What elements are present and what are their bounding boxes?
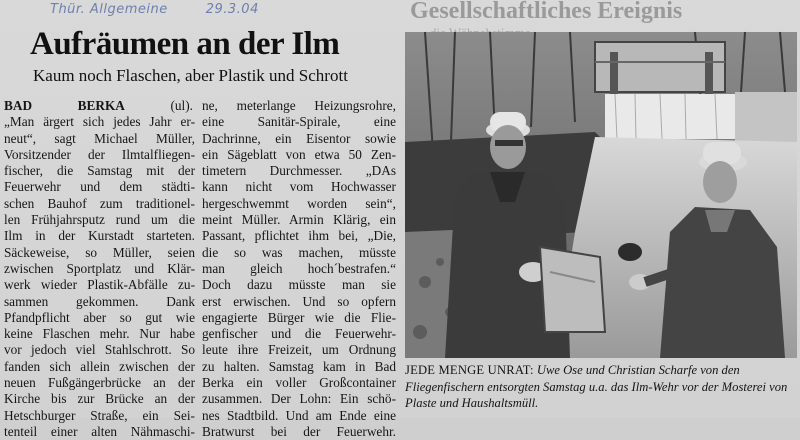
article-text-line: neut“, sagt Michael Müller, [4,130,195,146]
article-text-line: zu halten. Samstag kam in Bad [202,358,396,374]
photo-two-men-river-weir-icon [405,32,797,358]
article-text-line: neuen Fußgängerbrücke an der [4,375,195,391]
article-text-line: Ilm in der Kurstadt starteten. [4,228,195,244]
article-text-line: die so was machen, müsste [202,244,396,260]
article-column-2 [202,98,396,440]
article-text-line: Feuerwehr und dem städti- [4,179,195,195]
article-text-line: Vorsitzender der Ilmtalfliegen- [4,146,195,162]
article-text-line: man gleich hoch´bestrafen.“ [202,260,396,276]
dateline-suffix: (ul). [124,98,193,113]
article-text-line: Passant, pflichtet ihm bei, „Die, [202,228,396,244]
article-text-line: ne, meterlange Heizungsrohre, [202,98,396,113]
article-text-line: genfischer und die Feuerwehr- [202,326,396,342]
date-note: 29.3.04 [205,2,259,17]
article-text-line: leute ihre Freizeit, um Ordnung [202,342,396,358]
article-text-line: meint Müller. Armin Klärig, ein [202,212,396,228]
article-text-line: hergeschwemmt worden sein“, [202,195,396,211]
article-photo [405,32,797,358]
article-text-line: Doch dazu müsste man sie [202,277,396,293]
article-text-line: eine Sanitär-Spirale, eine [202,114,396,130]
article-text-line: keine Flaschen mehr. Nur habe [4,326,195,342]
handwritten-source-note [50,2,259,17]
caption-lead: JEDE MENGE UNRAT: [405,363,534,377]
article-text-line: Pfandpflicht aber so gut wie [4,309,195,325]
article-text-line: kann nicht vom Hochwasser [202,179,396,195]
article-text-line: Säckeweise, so Müller, seien [4,244,195,260]
article-text-line: fanden sich allein zwischen der [4,358,195,374]
article-subheadline: Kaum noch Flaschen, aber Plastik und Schrott [33,66,348,85]
article-text-line: „Man ärgert sich jedes Jahr er- [4,114,195,130]
article-headline: Aufräumen an der Ilm [30,26,340,62]
article-text-line: sammen gekommen. Dank [4,293,195,309]
article-text-line: vor jedoch viel Stahlschrott. So [4,342,195,358]
photo-caption [405,362,797,412]
dateline [4,98,195,114]
article-text-line: zusammen. Der Lohn: Ein schö- [202,391,396,407]
source-note: Thür. Allgemeine [50,2,168,17]
caption-text: Uwe Ose und Christian Scharfe von den Fliegenfischern entsorgten Samstag u.a. das Ilm-Wehr vor der Mosterei von Plaste und Haushaltsmüll. [405,363,788,410]
article-text-line: tenteil einer alten Nähmaschi- [4,423,195,439]
adjacent-heading-text: Gesellschaftliches Ereignis [410,0,683,24]
article-text-line: len Frühjahrsputz rund um die [4,212,195,228]
adjacent-article-heading [410,0,800,32]
article-text-line: Dachrinne, ein Eisentor sowie [202,130,396,146]
article-text-line: erst erwischen. Und so opfern [202,293,396,309]
article-text-line: nes Stadtbild. Und am Ende eine [202,407,396,423]
article-text-line: werk wieder Plastik-Abfälle zu- [4,277,195,293]
article-text-line: engagierte Bürger wie die Flie- [202,309,396,325]
article-text-line: fischer, die Samstag mit der [4,163,195,179]
article-text-line: zwischen Sportplatz und Klär- [4,260,195,276]
article-column-1 [4,98,195,440]
article-text-line: Berka ein voller Großcontainer [202,375,396,391]
article-text-line: ein Sägeblatt von etwa 50 Zen- [202,146,396,162]
article-text-line: Kirche bis zur Brücke an der [4,391,195,407]
article-text-line: Bratwurst bei der Feuerwehr. [202,423,396,439]
article-text-line: timetern Durchmesser. „DAs [202,163,396,179]
article-text-line: schen Bauhof zum traditionel- [4,195,195,211]
dateline-place: BAD BERKA [4,98,125,113]
article-text-line: Hetschburger Straße, ein Sei- [4,407,195,423]
